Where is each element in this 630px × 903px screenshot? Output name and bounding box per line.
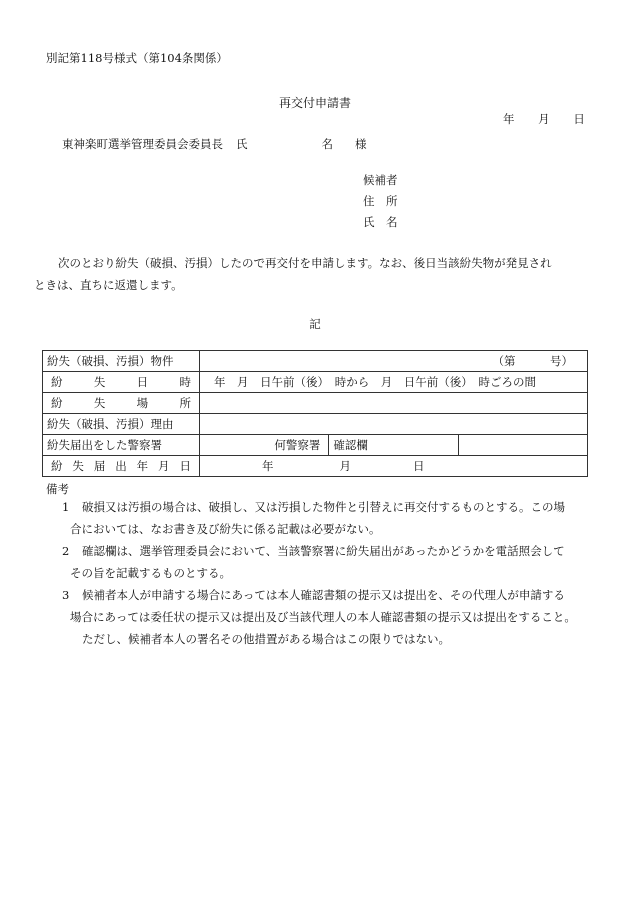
table-row [43, 351, 588, 372]
table-row [43, 414, 588, 435]
lost-reason-label: 紛失（破損、汚損）理由 [43, 414, 200, 435]
date-month: 月 [538, 112, 550, 126]
addressee-sama: 様 [355, 137, 367, 151]
candidate-name-label: 氏 名 [363, 215, 398, 229]
date-day: 日 [573, 112, 585, 126]
addressee-mei: 名 [321, 137, 333, 151]
request-body [34, 252, 586, 296]
note-2: 2 確認欄は、選挙管理委員会において、当該警察署に紛失届出があったかどうかを電話照会して その旨を記載するものとする。 [62, 544, 565, 580]
police-station-label: 紛失届出をした警察署 [43, 435, 200, 456]
lost-item-value: （第 号） [200, 351, 588, 372]
lost-datetime-value: 年 月 日午前（後） 時から 月 日午前（後） 時ごろの間 [200, 372, 588, 393]
form-reference: 別記第118号様式（第104条関係） [46, 51, 228, 65]
police-station-value: 何警察署 [200, 435, 329, 456]
request-body-line2: ときは、直ちに返還します。 [34, 278, 183, 292]
report-date-value: 年 月 日 [200, 456, 588, 477]
lost-place-value [200, 393, 588, 414]
addressee-org: 東神楽町選挙管理委員会委員長 [62, 137, 223, 151]
note-1: 1 破損又は汚損の場合は、破損し、又は汚損した物件と引替えに再交付するものとする。この場 合においては、なお書き及び紛失に係る記載は必要がない。 [62, 500, 565, 536]
ki-heading: 記 [309, 317, 321, 331]
addressee-shi: 氏 [236, 137, 248, 151]
candidate-address-label: 住 所 [363, 194, 398, 208]
lost-reason-value [200, 414, 588, 435]
addressee-line [62, 136, 367, 152]
confirmation-label: 確認欄 [329, 435, 458, 456]
date-year: 年 [503, 112, 515, 126]
notes-heading: 備考 [46, 482, 69, 496]
table-row [43, 372, 588, 393]
report-date-label: 紛 失 届 出 年 月 日 [43, 456, 200, 477]
table-row [43, 456, 588, 477]
lost-item-label: 紛失（破損、汚損）物件 [43, 351, 200, 372]
candidate-label: 候補者 [363, 173, 398, 187]
note-3: 3 候補者本人が申請する場合にあっては本人確認書類の提示又は提出を、その代理人が申請する 場合にあっては委任状の提示又は提出及び当該代理人の本人確認書類の提示又は提出をすること。 ただし、候補者本人の署名その他措置がある場合はこの限りではない。 [62, 588, 576, 646]
table-row [43, 435, 588, 456]
request-body-line1: 次のとおり紛失（破損、汚損）したので再交付を申請します。なお、後日当該紛失物が発見され [58, 256, 552, 270]
table-row [43, 393, 588, 414]
document-title: 再交付申請書 [278, 96, 351, 110]
date-line [503, 111, 595, 127]
confirmation-value [458, 435, 587, 456]
lost-place-label: 紛 失 場 所 [43, 393, 200, 414]
details-table [42, 350, 588, 477]
lost-datetime-label: 紛 失 日 時 [43, 372, 200, 393]
